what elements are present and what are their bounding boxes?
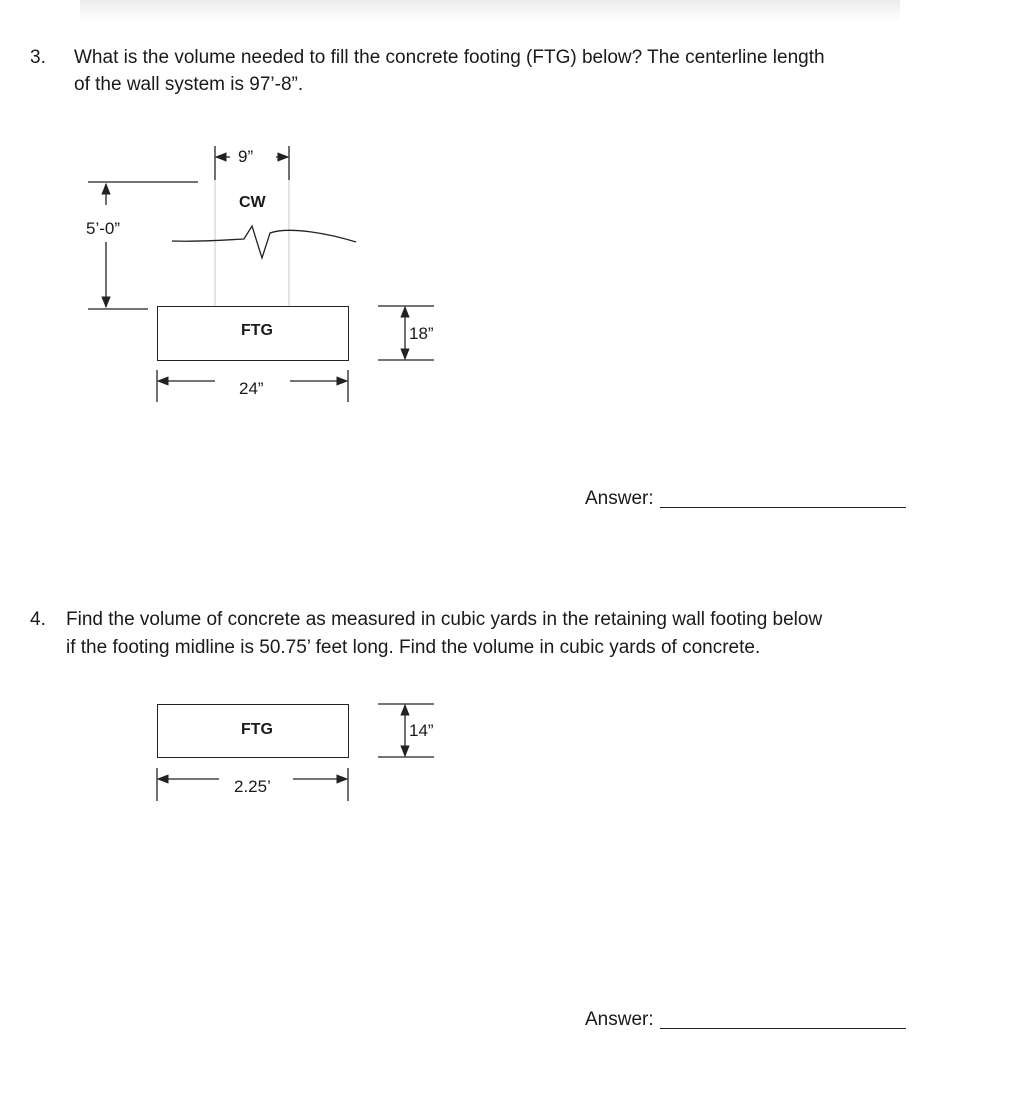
question-3-number: 3. xyxy=(30,47,46,68)
answer-label: Answer: xyxy=(585,1009,654,1030)
question-3-text-line-2: of the wall system is 97’-8”. xyxy=(74,74,304,95)
footing-depth-label: 18” xyxy=(409,324,434,343)
question-4-text-line-2: if the footing midline is 50.75’ feet long. Find the volume in cubic yards of concrete. xyxy=(66,637,761,658)
answer-blank[interactable] xyxy=(660,1027,906,1029)
question-3-text-line-1: What is the volume needed to fill the concrete footing (FTG) below? The centerline length xyxy=(74,47,825,68)
footing-label: FTG xyxy=(241,721,273,738)
wall-width-label: 9” xyxy=(238,147,254,166)
footing-width-label: 24” xyxy=(239,379,264,398)
question-4-text-line-1: Find the volume of concrete as measured in cubic yards in the retaining wall footing below xyxy=(66,609,823,630)
question-4-answer xyxy=(585,1009,906,1031)
footing-label: FTG xyxy=(241,322,273,339)
wall-label: CW xyxy=(239,194,266,211)
question-4-number: 4. xyxy=(30,609,46,630)
answer-label: Answer: xyxy=(585,488,654,509)
wall-height-label: 5’-0” xyxy=(86,219,121,238)
footing-width-label: 2.25’ xyxy=(234,777,271,796)
footing-depth-label: 14” xyxy=(409,721,434,740)
